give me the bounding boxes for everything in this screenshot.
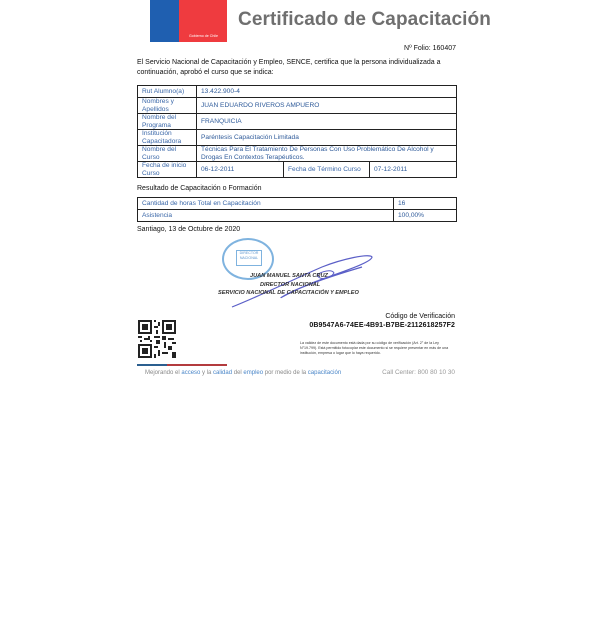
name-label: Nombres y Apellidos xyxy=(138,98,197,114)
table-row xyxy=(138,86,457,98)
footer-slogan: Mejorando el acceso y la calidad del empleo por medio de la capacitación xyxy=(145,370,342,376)
attendance-label: Asistencia xyxy=(138,210,394,222)
gobierno-de-chile-logo xyxy=(150,0,227,42)
verification-label: Código de Verificación xyxy=(385,313,455,320)
signer-organization: SERVICIO NACIONAL DE CAPACITACIÓN Y EMPLEO xyxy=(218,290,359,296)
end-date-value: 07-12-2011 xyxy=(370,162,457,178)
start-date-label: Fecha de inicio Curso xyxy=(138,162,197,178)
result-table xyxy=(137,197,457,222)
signature-scribble-icon xyxy=(222,245,382,315)
call-center-number: Call Center: 800 80 10 30 xyxy=(382,369,455,376)
course-value: Técnicas Para El Tratamiento De Personas Con Uso Problemático De Alcohol y Drogas En Contextos Terapéuticos. xyxy=(197,146,457,162)
signer-role: DIRECTOR NACIONAL xyxy=(260,282,321,288)
page-title: Certificado de Capacitación xyxy=(238,9,491,30)
table-row xyxy=(138,198,457,210)
rut-value: 13.422.900-4 xyxy=(197,86,457,98)
table-row xyxy=(138,98,457,114)
student-info-table xyxy=(137,85,457,178)
result-section-title: Resultado de Capacitación o Formación xyxy=(137,185,262,192)
signer-name: JUAN MANUEL SANTA CRUZ xyxy=(250,273,328,279)
footer-color-bar xyxy=(137,364,227,366)
legal-notice: La validez de este documento está dada por su código de verificación (Art. 2° de la Ley N°19.799). Está permitido fotocopiar este documento si se requiere presentar en más de una institución, empresa o lugar que lo haya requerido. xyxy=(300,341,449,355)
logo-caption: Gobierno de Chile xyxy=(189,34,218,38)
rut-label: Rut Alumno(a) xyxy=(138,86,197,98)
table-row xyxy=(138,130,457,146)
hours-label: Cantidad de horas Total en Capacitación xyxy=(138,198,394,210)
course-label: Nombre del Curso xyxy=(138,146,197,162)
table-row xyxy=(138,162,457,178)
program-value: FRANQUICIA xyxy=(197,114,457,130)
stamp-text: DIRECTOR NACIONAL xyxy=(236,250,262,266)
table-row xyxy=(138,210,457,222)
hours-value: 16 xyxy=(394,198,457,210)
name-value: JUAN EDUARDO RIVEROS AMPUERO xyxy=(197,98,457,114)
place-date: Santiago, 13 de Octubre de 2020 xyxy=(137,226,241,233)
table-row xyxy=(138,146,457,162)
verification-code: 0B9547A6-74EE-4B91-B7BE-2112618257F2 xyxy=(309,322,455,329)
end-date-label: Fecha de Término Curso xyxy=(284,162,370,178)
intro-text: El Servicio Nacional de Capacitación y Empleo, SENCE, certifica que la persona individualizada a continuación, aprobó el curso que se indica: xyxy=(137,59,441,76)
logo-blue-block xyxy=(150,0,179,42)
table-row xyxy=(138,114,457,130)
attendance-value: 100,00% xyxy=(394,210,457,222)
institution-label: Institución Capacitadora xyxy=(138,130,197,146)
start-date-value: 06-12-2011 xyxy=(197,162,284,178)
folio-number: Nº Folio: 160407 xyxy=(404,45,456,52)
program-label: Nombre del Programa xyxy=(138,114,197,130)
qr-code-icon xyxy=(138,320,176,358)
institution-value: Paréntesis Capacitación Limitada xyxy=(197,130,457,146)
